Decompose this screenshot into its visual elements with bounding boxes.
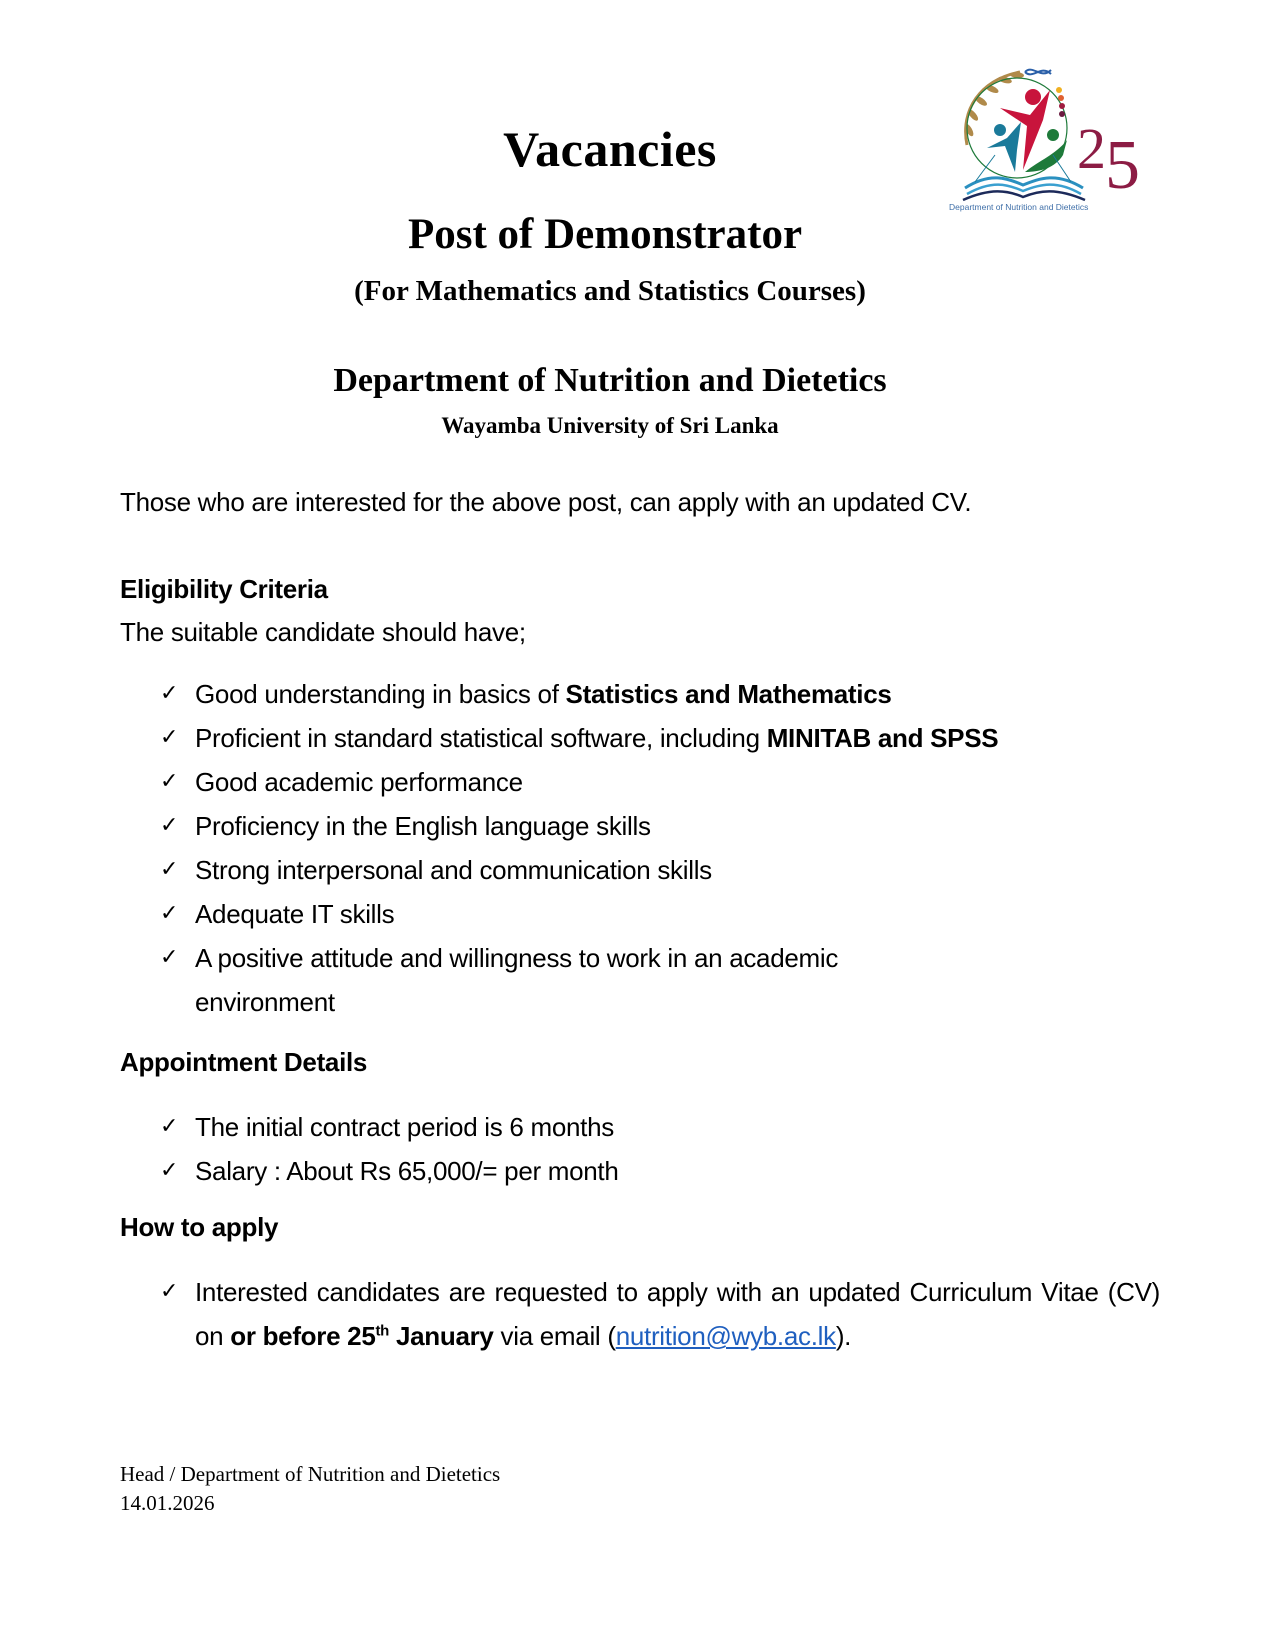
signature: Head / Department of Nutrition and Dietetics bbox=[120, 1462, 501, 1486]
list-item: ✓ Adequate IT skills bbox=[160, 892, 1160, 936]
svg-text:2: 2 bbox=[1077, 116, 1106, 181]
list-item: ✓ Good academic performance bbox=[160, 760, 1160, 804]
list-item: ✓ Salary : About Rs 65,000/= per month bbox=[160, 1149, 1160, 1193]
date: 14.01.2026 bbox=[120, 1491, 215, 1515]
check-icon: ✓ bbox=[160, 1114, 179, 1139]
check-icon: ✓ bbox=[160, 769, 179, 794]
check-icon: ✓ bbox=[160, 945, 179, 970]
logo-caption: Department of Nutrition and Dietetics bbox=[949, 202, 1089, 212]
eligibility-heading: Eligibility Criteria bbox=[120, 574, 328, 604]
intro-paragraph: Those who are interested for the above post, can apply with an updated CV. bbox=[120, 487, 972, 517]
email-link[interactable]: nutrition@wyb.ac.lk bbox=[615, 1321, 836, 1351]
list-item: ✓ Proficient in standard statistical software, including MINITAB and SPSS bbox=[160, 716, 1160, 760]
post-title: Post of Demonstrator bbox=[407, 211, 803, 258]
list-item: ✓ Proficiency in the English language skills bbox=[160, 804, 1160, 848]
check-icon: ✓ bbox=[160, 1158, 179, 1183]
department-name: Department of Nutrition and Dietetics bbox=[333, 362, 887, 399]
university-name: Wayamba University of Sri Lanka bbox=[441, 413, 779, 438]
list-item: ✓ Good understanding in basics of Statistics and Mathematics bbox=[160, 672, 1160, 716]
courses-subtitle: (For Mathematics and Statistics Courses) bbox=[354, 275, 866, 307]
svg-text:5: 5 bbox=[1105, 127, 1140, 204]
appointment-heading: Appointment Details bbox=[120, 1047, 368, 1077]
check-icon: ✓ bbox=[160, 901, 179, 926]
list-item: ✓ A positive attitude and willingness to work in an academic environment bbox=[160, 936, 975, 1024]
check-icon: ✓ bbox=[160, 681, 179, 706]
deadline: or before 25th January bbox=[230, 1321, 494, 1351]
check-icon: ✓ bbox=[160, 857, 179, 882]
eligibility-list bbox=[160, 672, 1160, 1024]
how-to-apply-heading: How to apply bbox=[120, 1212, 279, 1242]
list-item: ✓ The initial contract period is 6 months bbox=[160, 1105, 1160, 1149]
page-title: Vacancies bbox=[503, 121, 717, 177]
eligibility-intro: The suitable candidate should have; bbox=[120, 617, 526, 647]
check-icon: ✓ bbox=[160, 813, 179, 838]
apply-list bbox=[160, 1270, 1160, 1358]
list-item: ✓ Strong interpersonal and communication skills bbox=[160, 848, 1160, 892]
list-item: ✓ Interested candidates are requested to apply with an updated Curriculum Vitae (CV) on or before 25th January via email (nutrition@wyb.ac.lk). bbox=[160, 1270, 1160, 1358]
check-icon: ✓ bbox=[160, 725, 179, 750]
check-icon: ✓ bbox=[160, 1279, 179, 1304]
appointment-list bbox=[160, 1105, 1160, 1193]
